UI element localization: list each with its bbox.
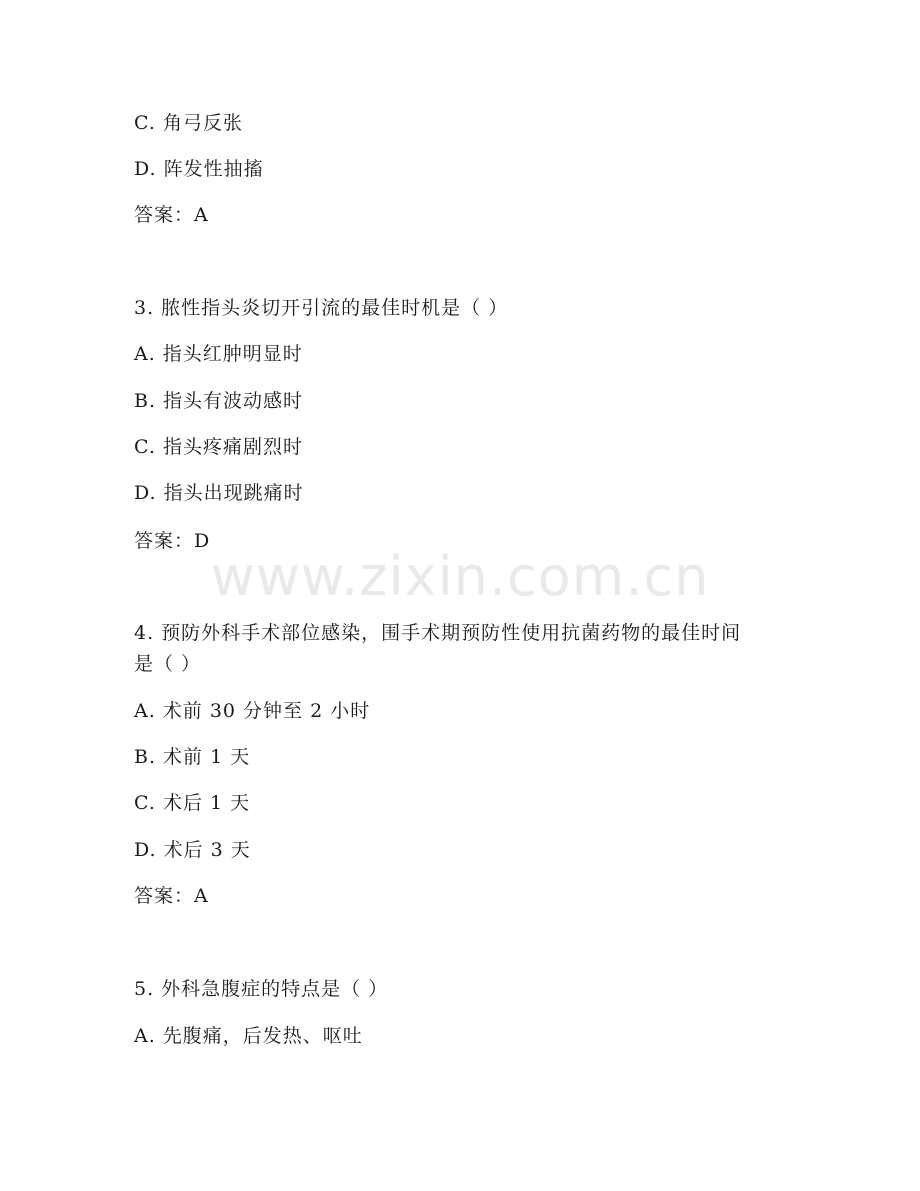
q4-option-b: B. 术前 1 天 xyxy=(134,746,251,768)
q4-option-c: C. 术后 1 天 xyxy=(134,792,251,814)
q4-stem-line1: 4. 预防外科手术部位感染，围手术期预防性使用抗菌药物的最佳时间 xyxy=(134,622,742,644)
q4-stem-line2: 是（ ） xyxy=(134,653,202,675)
q3-answer: 答案：D xyxy=(134,530,211,552)
q5-option-a: A. 先腹痛，后发热、呕吐 xyxy=(134,1025,363,1047)
q4-option-d: D. 术后 3 天 xyxy=(134,839,251,861)
q3-option-c: C. 指头疼痛剧烈时 xyxy=(134,436,303,458)
q4-option-a: A. 术前 30 分钟至 2 小时 xyxy=(134,700,371,722)
q2-answer: 答案：A xyxy=(134,204,209,226)
q2-option-c: C. 角弓反张 xyxy=(134,112,243,134)
q3-stem: 3. 脓性指头炎切开引流的最佳时机是（ ） xyxy=(134,297,509,319)
q5-stem: 5. 外科急腹症的特点是（ ） xyxy=(134,978,389,1000)
q4-answer: 答案：A xyxy=(134,885,209,907)
q3-option-b: B. 指头有波动感时 xyxy=(134,390,304,412)
q2-option-d: D. 阵发性抽搐 xyxy=(134,158,264,180)
q3-option-d: D. 指头出现跳痛时 xyxy=(134,482,304,504)
watermark: www.zixin.com.cn xyxy=(210,545,710,608)
q3-option-a: A. 指头红肿明显时 xyxy=(134,343,303,365)
